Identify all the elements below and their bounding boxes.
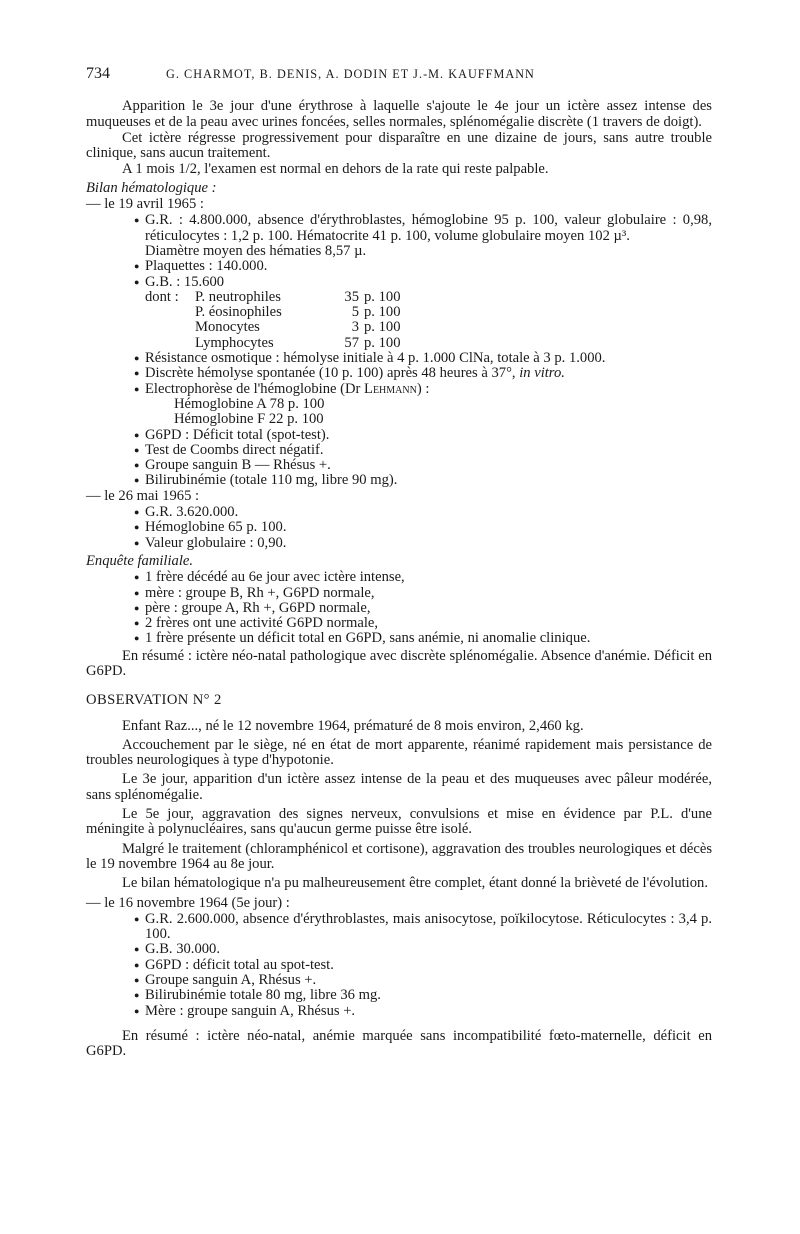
list-item: ● Bilirubinémie totale 80 mg, libre 36 mg. <box>134 988 712 1003</box>
list-item: ● Valeur globulaire : 0,90. <box>134 536 712 551</box>
list-item: ● G.R. 3.620.000. <box>134 505 712 520</box>
obs2-date: — le 16 novembre 1964 (5e jour) : <box>86 894 290 911</box>
cell-unit: p. 100 <box>364 334 401 351</box>
obs2-list <box>86 912 712 1019</box>
list-item <box>134 366 712 381</box>
obs2-paragraph-6: Le bilan hématologique n'a pu malheureusement être complet, étant donné la brièveté de l'évolution. <box>122 875 708 892</box>
bilan-list-3 <box>86 505 712 551</box>
cell-unit: p. 100 <box>364 288 401 305</box>
running-title: G. CHARMOT, B. DENIS, A. DODIN ET J.-M. KAUFFMANN <box>166 67 535 81</box>
list-item: ● Groupe sanguin B — Rhésus +. <box>134 458 712 473</box>
list-item: ● Mère : groupe sanguin A, Rhésus +. <box>134 1004 712 1019</box>
diametre-text: Diamètre moyen des hématies 8,57 µ. <box>145 242 367 259</box>
enquete-heading: Enquête familiale. <box>86 552 193 569</box>
list-item: ● 2 frères ont une activité G6PD normale, <box>134 616 712 631</box>
obs2-paragraph-3: Le 3e jour, apparition d'un ictère assez intense de la peau et des muqueuses avec pâleur modérée, sans splénomégalie. <box>86 771 712 803</box>
list-item: ● G.B. 30.000. <box>134 942 712 957</box>
cell-name: Lymphocytes <box>195 334 274 351</box>
bilan-heading: Bilan hématologique : <box>86 179 217 196</box>
list-item: ● 1 frère présente un déficit total en G6PD, sans anémie, ni anomalie clinique. <box>134 631 712 646</box>
obs2-resume: En résumé : ictère néo-natal, anémie marquée sans incompatibilité fœto-maternelle, déficit en G6PD. <box>86 1027 712 1060</box>
intro-paragraph-2: Cet ictère régresse progressivement pour disparaître en une dizaine de jours, sans autre trouble clinique, sans aucun traitement. <box>86 129 712 162</box>
obs2-paragraph-4: Le 5e jour, aggravation des signes nerveux, convulsions et mise en évidence par P.L. d'une méningite à polynucléaires, sans qu'aucun germe puisse être isolé. <box>86 806 712 838</box>
obs2-paragraph-2: Accouchement par le siège, né en état de mort apparente, réanimé rapidement mais persistance de troubles neurologiques à type d'hypotonie. <box>86 736 712 769</box>
hb-f-line: Hémoglobine F 22 p. 100 <box>174 411 324 428</box>
electro-text: Electrophorèse de l'hémoglobine (Dr <box>145 380 365 397</box>
bilan-list-2 <box>86 351 712 489</box>
hemolyse-text: Discrète hémolyse spontanée (10 p. 100) après 48 heures à 37°, <box>145 365 520 382</box>
page-header <box>86 66 712 82</box>
enquete-list <box>86 570 712 646</box>
differential-table <box>145 290 400 351</box>
differential-block <box>86 290 712 351</box>
table-row <box>145 320 400 335</box>
list-item: ● Test de Coombs direct négatif. <box>134 443 712 458</box>
list-item: ● G6PD : Déficit total (spot-test). <box>134 428 712 443</box>
table-row <box>145 336 400 351</box>
intro-paragraph-3: A 1 mois 1/2, l'examen est normal en dehors de la rate qui reste palpable. <box>122 161 549 178</box>
list-item: ● Groupe sanguin A, Rhésus +. <box>134 973 712 988</box>
observation-2-title: OBSERVATION N° 2 <box>86 692 222 709</box>
list-item: ● Plaquettes : 140.000. <box>134 259 712 274</box>
list-item: ● Bilirubinémie (totale 110 mg, libre 90 mg). <box>134 473 712 488</box>
list-item: ● Résistance osmotique : hémolyse initiale à 4 p. 1.000 ClNa, totale à 3 p. 1.000. <box>134 351 712 366</box>
cell-value: 5 <box>351 304 359 321</box>
bilan-list-1 <box>86 213 712 289</box>
cell-value: 3 <box>351 319 359 336</box>
cell-name: P. éosinophiles <box>195 304 282 321</box>
cell-value: 57 <box>344 334 359 351</box>
list-item: ● père : groupe A, Rh +, G6PD normale, <box>134 601 712 616</box>
cell-unit: p. 100 <box>364 319 401 336</box>
electro-suffix: ) : <box>416 380 430 397</box>
cell-unit: p. 100 <box>364 304 401 321</box>
cell-name: P. neutrophiles <box>195 288 281 305</box>
hb-a-line: Hémoglobine A 78 p. 100 <box>174 395 325 412</box>
bilan-date-1: — le 19 avril 1965 : <box>86 196 204 213</box>
obs2-paragraph-1: Enfant Raz..., né le 12 novembre 1964, prématuré de 8 mois environ, 2,460 kg. <box>122 717 584 734</box>
author-name: Lehmann <box>364 380 417 397</box>
enquete-resume: En résumé : ictère néo-natal pathologique avec discrète splénomégalie. Absence d'anémie. Déficit en G6PD. <box>86 647 712 679</box>
in-vitro-text: in vitro. <box>519 365 565 382</box>
obs2-paragraph-5: Malgré le traitement (chloramphénicol et cortisone), aggravation des troubles neurologiques et décès le 19 novembre 1964 au 8e jour. <box>86 840 712 872</box>
list-item <box>134 213 712 259</box>
list-item: ● G.R. 2.600.000, absence d'érythroblastes, mais anisocytose, poïkilocytose. Réticulocytes : 3,4 p. 100. <box>134 912 712 943</box>
cell-value: 35 <box>344 288 359 305</box>
table-row <box>145 305 400 320</box>
gr-1-text: G.R. : 4.800.000, absence d'érythroblastes, hémoglobine 95 p. 100, valeur globulaire : 0,98, réticulocytes : 1,2 p. 100. Hématocrite 41 p. 100, volume globulaire moyen 102 µ³. <box>145 212 712 244</box>
list-item: ● G.B. : 15.600 <box>134 275 712 290</box>
list-item: ● 1 frère décédé au 6e jour avec ictère intense, <box>134 570 712 585</box>
list-item <box>134 382 712 428</box>
list-item: ● G6PD : déficit total au spot-test. <box>134 958 712 973</box>
bilan-date-2: — le 26 mai 1965 : <box>86 487 200 504</box>
table-row <box>145 290 400 305</box>
intro-paragraph-1: Apparition le 3e jour d'une érythrose à laquelle s'ajoute le 4e jour un ictère assez intense des muqueuses et de la peau avec urines foncées, selles normales, splénomégalie discrète (1 travers de doigt). <box>86 98 712 130</box>
page <box>86 66 712 1061</box>
cell-name: Monocytes <box>195 319 260 336</box>
page-number: 734 <box>86 65 110 82</box>
list-item: ● Hémoglobine 65 p. 100. <box>134 520 712 535</box>
list-item: ● mère : groupe B, Rh +, G6PD normale, <box>134 586 712 601</box>
dont-label: dont : <box>145 288 179 305</box>
